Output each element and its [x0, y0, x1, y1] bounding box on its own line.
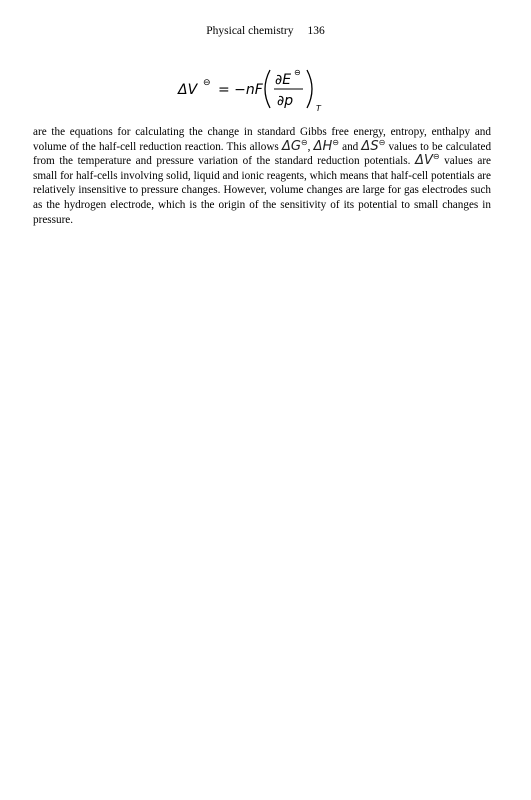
equation-denominator: ∂p	[277, 93, 294, 109]
symbol-delta-h: ΔH⊖	[313, 137, 339, 154]
paragraph-text-3: values to be calculated from the temperature and pressure variation of the standard reduction potentials.	[33, 140, 492, 168]
page-number: 136	[307, 25, 325, 37]
page-header	[0, 25, 531, 37]
symbol-delta-g: ΔG⊖	[281, 137, 308, 154]
equation-numerator: ∂E	[275, 72, 292, 88]
running-title: Physical chemistry	[206, 25, 294, 37]
equation-delta-v	[176, 64, 336, 114]
left-paren	[265, 70, 270, 108]
body-paragraph	[33, 125, 491, 227]
standard-state-symbol: ⊖	[203, 78, 211, 88]
equation-subscript: T	[316, 104, 321, 113]
paragraph-text-2: and	[342, 140, 359, 153]
paragraph-text-4: values are small for half-cells involving solid, liquid and ionic reagents, which means that half-cell potentials are relatively insensitive to pressure changes. However, volume changes are large for gas electrodes such as the hydrogen electrode, which is the origin of the sensitivity of its potential to small changes in pressure.	[33, 155, 492, 226]
symbol-delta-v: ΔV⊖	[415, 152, 440, 169]
standard-state-symbol-numerator: ⊖	[294, 68, 301, 77]
symbol-delta-s: ΔS⊖	[361, 137, 386, 154]
equation-lhs: ΔV	[178, 82, 198, 98]
comma: ,	[307, 140, 311, 153]
equation-rhs-prefix: = −nF	[218, 82, 263, 98]
paragraph-text-1: are the equations for calculating the change in standard Gibbs free energy, entropy, enthalpy and volume of the half-cell reduction reaction. This allows	[33, 126, 491, 153]
right-paren	[307, 70, 312, 108]
